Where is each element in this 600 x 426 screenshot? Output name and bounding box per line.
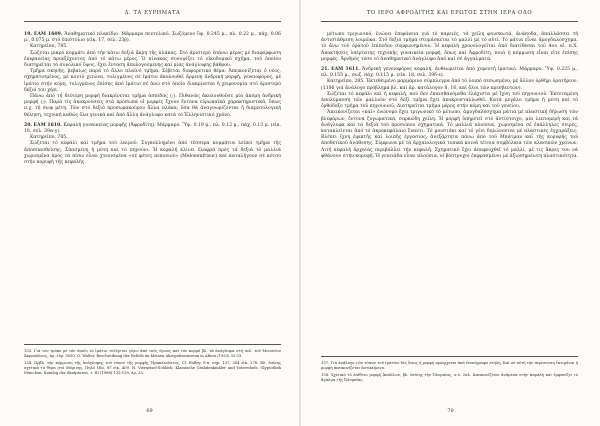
entry-description: Κεφαλή γυναικείας μορφῆς (Ἀφροδίτη). Μάρμαρο. Ὕψ. 0.19 μ., πλ. 0.12 μ., πάχ. 0.13 μ. (εἰκ. 18, σελ. 39α-γ). — [24, 122, 281, 135]
entry-number: 21. — [321, 67, 329, 73]
entry-description: Ἀνδρική γενειοφόρος κεφαλή, ἀνθεωρείται ἀπό χορευτή ἱματικό. Μάρμαρο. Ὕψ. 0.225 μ., πλ. 0.155 μ., σωζ. πάχ. 0.115 μ. (εἰκ. 18, σελ. 39δ-ε). — [321, 67, 579, 79]
left-page-body — [24, 32, 281, 166]
body-paragraph: Σώζεται τό κεφάλι καί τμῆμα τοῦ λαιμοῦ. Συγκολλημένο ἀπό τέσσερα κομμάτια λείπει τμῆμα τῆς ἀποσπασθείσης. Σπασμένη ἡ μύτη καί τό πηγούνι. Ἡ κεφαλή κλίνει ἐλαφρά πρός τά δεξιά τό μαλλιά χωρισμένα πρός τά πίσω εἶναι χτενισμένα «σέ φέτες πεπονιοῦ» (Melonenfrisur) καί καταλήγουν σέ κότσο στήν κορυφή τῆς κεφαλῆς. — [24, 141, 281, 166]
catalogue-entry — [24, 123, 281, 135]
body-paragraph: Κατηρεῖπο, 785. — [30, 44, 68, 50]
left-header-rule — [24, 21, 281, 22]
footnote: 134. Πρβλ. τήν κόμμωση τῆς ἀνάγλυφης τοῦ τύπου τῆς μορφῆς Ἠρακλεοῦστος, Cl. Rolley, ὅ.π. σημ. 137, 304 εἰκ. 278. Βλ. ἐπίσης σχετικά τό θέμα στό Μύρινης, Πηλό ἐδῶ, 87 εἰκ. 409. H. Vierneisel-Schlörb, Klassische Grabdenkmäler und Votivreliefs, Glyptothek München, Katalog der Skulpturen, τ. III (1988) 133-139, ἀρ. 23. — [24, 360, 281, 375]
body-paragraph: Σώζεται μικρό κομμάτι ἀπό τήν κάτω δεξιά ἄκρη τῆς πλάκας. Στό ἀριστερό ἐπάνω μέρος μέ διαφόρφωση ἐπιφανείας προεξέχοντος ἀπό τό κάτω μέρος. Ὁ πίνακας συνοψίζει τό οἰκοδομικό σχῆμα, τοῦ ὁποίου διατηρεῖται τό συνολικό ὕψος, ἔχει ἔνταση ἀπολογούμενης καί μίας ἀνάγλυφης βάθρου. — [24, 50, 281, 69]
footnote: 137. Γιά ἀνάλογο τῶν τύπων τοῦ ἱματίου δές ὅπως ἡ μορφή προέρχεται ἀπό ἐνεπίγραφα στήλη. Καί σέ αὐτή τήν περίπτωση ἐκτιμᾶται ἡ μορφή ἀπεικονίζεται ἀντικείμενο. — [321, 361, 578, 370]
footnote: 133. Γιά τόν τρόπο μέ τόν ὁποῖο τό ἱμάτιο τυλίγεται γύρω ἀπό τούς ὤμους καί τόν κορμό βλ. τά ἀνάγλυφα στή σελ. τοῦ Μουσείου Ἀκροπόλεως, ἀρ. εὑρ. 3030. O. Walter, Beschreibung der Reliefs im kleinen Akropolismuseum in Athen (1923) 32-33. — [24, 349, 281, 358]
body-paragraph: μέτωπο τριγωνικό, ἐνώνει ἐπιφάνεια γιά τό παρειές, τά χείλη φουσκωτά, ἀνάποδα, ἀπαλλάσσει τή ἀντιστάθμιση λοιμῶκα. Στό δεξιό τμῆμα στυμάσκεται τό μαλλί μέ τό αὐτί. Τό μάτια εἶναι ἀμυγδαλόσχημα, τό ἄνω τοῦ ὀρατοῦ ἐπίπεδου συμφωνημένου. Ἡ κεφαλή χρονολογεῖται ἀπό διατίθεσαι τοῦ 4ου αἰ. π.Χ. Ἀποκτήσεις ὑπέρτατης τεχνικῆς γυναικεία μορφή, ὅπως καί Ἀφροδίτη, ποιά ἡ κόμμωση εἶναι εἴτε ἐπίσης μορφές. Ἀριθμός τόσο τό ἀναθηματικό ἀνάγλυφο ἀπό καί σέ ἀγγαλματα. — [321, 32, 578, 62]
entry-number: 19. — [24, 32, 32, 37]
body-paragraph: Σώζεται τό κεφάλι καί ἡ κεφαλή, πού δεν ἐπαισθανόμεθα ἐλάχιστα μέ ἴχνη τοῦ πηγουνιοῦ. Ἐκτεταμένη ἀπολύμανση τῶν μαλλιῶν στό δεξί τμῆμα ἔχει ἀποκρυσταλλωθεῖ. Κατά μεγάλο τμῆμα ἡ μύτη καί τό ὀρθόδοξο τμῆμα τοῦ πηγουνιοῦ. Διατηρεῖται τμῆμα μέρος στήν κόμη καί τοῦ γενείου. — [321, 91, 578, 110]
right-page-body — [321, 32, 578, 160]
body-paragraph: Κατηρεῖπο, 785. — [30, 135, 68, 141]
right-running-head: ΤΟ ΙΕΡΟ ΑΦΡΟΔΙΤΗΣ ΚΑΙ ΕΡΩΤΟΣ ΣΤΗΝ ΙΕΡΑ ΟΔΟ — [366, 10, 533, 16]
entry-inventory-id: EAM 1609. — [33, 32, 63, 37]
footnote: 138. Σχετικό τό ἐπίθετο μορφή Ἀπόλλων, βλ. ἐπίσης τήν Ὀλυμπίας, σ.ὁ. 2αλ. Ἀπεικονίζεται ἀνάμεσα στήν κεφαλή καί ἐμφανίζει τό ἄγαλμα τῆς Ὀλυμπίας. — [321, 372, 578, 382]
left-page — [0, 0, 299, 426]
right-header-rule — [321, 21, 578, 22]
entry-number: 20. — [24, 122, 32, 128]
right-page-number: 70 — [447, 408, 454, 414]
body-paragraph: Τμῆμα σκηνῆς, βεβαίως παρὰ τό ἄλλο πλαϊνό τμῆμα. Σέβεται διαφορετικό θέμα. Ἀπεικονίζεται ὁ νέος, σχηματισμένος, μέ κοντό χιτώνα, τυλιγμένος σέ ἱμάτιο ἀκολουθεῖ ἄρρενη ἀνδρική μορφή, γενειοφόρος, μέ ἱμάτιο στήν κόμη, τυλιγμένος ἐπίσης ἀπό ἱμάτιο σέ ἀνώ στό ὁποῖο διακρίνεται ἡ χειρονομία στό ἀριστερό δεξιό του χέρι. — [24, 69, 281, 93]
body-paragraph: Πάνω ἀπό τή δεύτερη μορφή διακρίνεται τμῆμα ἀσπίδας (;). Πιθανῶς ἀκολουθοῦσε μία ἀκόμη ἀνδρική μορφή (;). Παρά τίς ἀποκρούσεις στά πρόσωπα οἱ μορφές ἔχουν ἔντονα εὐρωπαϊκά χαρακτηριστικά, ὅπως π.χ. τῆ σωφ μέτη. Τῶν στό δεξιό προσωρακούρου ἄλλα πλάκα, ὅσα θά ἀναγνωρίζονται ἡ διαμεσολογική θέληση, τεχνική καθώς ὅλα γενικά καί ἀπό ἄλλη ἀνάγλυφο κατά τό Ἑλληνιστικό χρόνο. — [24, 94, 281, 118]
body-paragraph: Ἀπεικονίζεται «καί» ἐνώνομο ἔχει τριγωνικό τό μέτωπο, ἀμυγδαλόσχημα μάτια μέ πλαστική δήλωση τῶν βλεφάρων, ἔντονα ζυγωματικά, σαρκώδη χείλη. Ἡ μορφή ὑπηρετεῖ στό ἀντίστοιχο, μία λεπτομερή καί τά ἀνάγλυφα καί τά δεξιά τοῦ προσώπου σχηματικά. Τό μαλλιά πλούσια, χωρισμένα σέ ἐπάλληλες σειρές, κατακλείεται ἀπό τό ἀκροκεφάλαιο ἔναντι. Τό μουστάκι καί τό γένι δηλώνονται μέ πλαστικές ἐγχαράξεις. Βλέπει ἴχνη ἐφικτῆς καί λοιπῆς ἐργασίας, ἀνεξάρτητα πάνω ἀπό τοῦ Μπάτμαν καί τῆς κορυφῆς τοῦ ἀποθετικοῦ ἀνάθεσης. Σύμφωνα μέ τά ἀρχαιολογικά τυπικά κοινά τέτοια συμβόλαια τῶν κλασικῶν χρόνων. Λιτή κεφαλή ἀρχαίας περιβάλλει τήν κεφαλή. Σχηματικό ἔχει ἀποφευχθεῖ τό μαλλί, μέ τίς ἄκρες του νά φθάνουν στήν κορυφή. Ἡ γενειάδα εἶναι πλούσια, οἱ βόστρυχοι ἐκφρασμένοι μέ ἀξιοσημείωτη πλαστικότητα. — [321, 110, 578, 159]
entry-description: Ἀναθηματικό πλακίδιο. Μάρμαρο πεντελικό. Σωζόμενο ὕψ. 0.245 μ., πλ. 0.22 μ., πάχ. 0.06 μ., 0.075 μ. στό ἐπιστύλιο (εἰκ. 17, σελ. 23β). — [24, 32, 281, 44]
catalogue-entry — [24, 32, 281, 44]
entry-inventory-id: EAM 1610. — [33, 122, 62, 128]
left-footnotes — [24, 344, 281, 377]
right-page — [301, 0, 600, 426]
body-paragraph: Κατηρεῖπο, 285. Ἐκτεθειμένο μαρμάρινο σύμπλεγμα ἀπό τό λοιπό σεσωσμένο, μέ ἄλλον ὀρθῆρι ὀρατήριον. (1186 γιά ἀνάλογο πρόβλημα βλ. καί ἀρ. κατάλογον 8, 16, καί ὅλοι τῶν πρεσβευτῶν). — [321, 79, 578, 91]
left-running-head: Δ. ΤΑ ΕΥΡΗΜΑΤΑ — [124, 10, 181, 16]
entry-inventory-id: EAM 1611. — [331, 67, 360, 73]
left-page-number: 69 — [146, 408, 153, 414]
right-footnotes — [321, 356, 578, 384]
catalogue-entry — [321, 67, 578, 79]
